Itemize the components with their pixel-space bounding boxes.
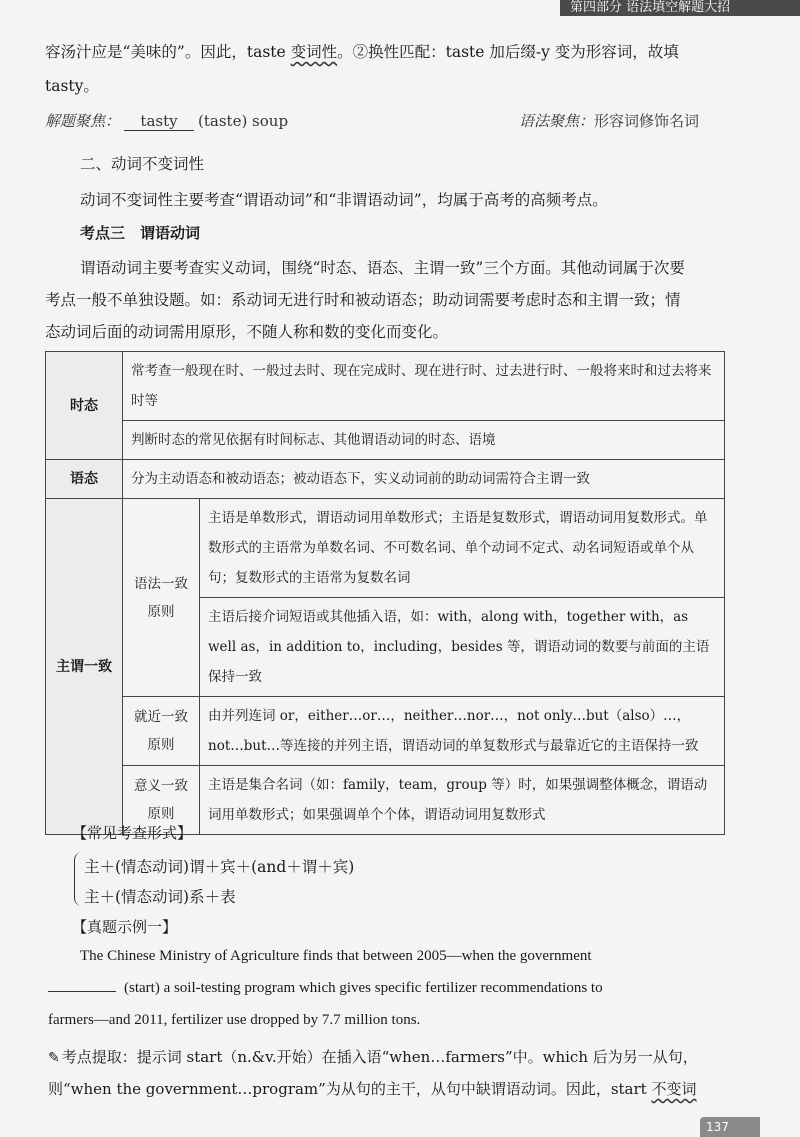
point-title: 考点三 谓语动词 bbox=[80, 224, 201, 242]
grammar-focus-label: 语法聚焦： bbox=[519, 112, 595, 130]
para-line-2: 考点一般不单独设题。如：系动词无进行时和被动语态；助动词需要考虑时态和主谓一致；情 bbox=[45, 291, 681, 309]
top-text-line-1 bbox=[45, 40, 679, 62]
analysis-text: 则“when the government…program”为从句的主干，从句中缺谓语动词。因此，start bbox=[48, 1080, 652, 1098]
emphasis-text: 变词性 bbox=[290, 43, 338, 61]
emphasis-text: 不变词 bbox=[651, 1080, 697, 1098]
focus-rest: (taste) soup bbox=[198, 112, 289, 130]
grammar-principle-label: 语法一致原则 bbox=[123, 499, 200, 697]
analysis-line-2 bbox=[48, 1078, 696, 1099]
example-heading: 【真题示例一】 bbox=[72, 918, 178, 936]
proximity-principle-label: 就近一致原则 bbox=[123, 697, 200, 766]
table-row bbox=[46, 697, 725, 766]
table-row bbox=[46, 460, 725, 499]
example-line-3: farmers—and 2011, fertilizer use dropped by 7.7 million tons. bbox=[48, 1012, 421, 1028]
grammar-focus-value: 形容词修饰名词 bbox=[594, 112, 700, 130]
agreement-label: 主谓一致 bbox=[46, 499, 123, 835]
tense-row-2: 判断时态的常见依据有时间标志、其他谓语动词的时态、语境 bbox=[123, 421, 725, 460]
formula-2: 主＋(情态动词)系＋表 bbox=[84, 888, 236, 906]
text-seg: 容汤汁应是“美味的”。因此，taste bbox=[45, 43, 291, 61]
grammar-principle-row-2: 主语后接介词短语或其他插入语，如：with，along with，together with，as well as，in addition to，including，besides 等，谓语动词的数要与前面的主语保持一致 bbox=[200, 598, 725, 697]
table-row bbox=[46, 352, 725, 421]
grammar-focus bbox=[519, 110, 699, 131]
section-heading: 二、动词不变词性 bbox=[80, 155, 205, 173]
grammar-principle-row-1: 主语是单数形式，谓语动词用单数形式；主语是复数形式，谓语动词用复数形式。单数形式的主语常为单数名词、不可数名词、单个动词不定式、动名词短语或单个从句；复数形式的主语常为复数名词 bbox=[200, 499, 725, 598]
example-line-1: The Chinese Ministry of Agriculture finds that between 2005—when the government bbox=[80, 948, 592, 964]
tense-label: 时态 bbox=[46, 352, 123, 460]
pen-icon: ✎ bbox=[48, 1050, 60, 1066]
tense-row-1: 常考查一般现在时、一般过去时、现在完成时、现在进行时、过去进行时、一般将来时和过去将来时等 bbox=[123, 352, 725, 421]
text-seg: 。②换性匹配：taste 加后缀-y 变为形容词，故填 bbox=[337, 43, 679, 61]
meaning-principle-text: 主语是集合名词（如：family，team，group 等）时，如果强调整体概念，谓语动词用单数形式；如果强调单个个体，谓语动词用复数形式 bbox=[200, 766, 725, 835]
table-row bbox=[46, 421, 725, 460]
common-forms-heading: 【常见考查形式】 bbox=[72, 824, 193, 842]
voice-label: 语态 bbox=[46, 460, 123, 499]
example-line-2-text: (start) a soil-testing program which gives specific fertilizer recommendations to bbox=[124, 980, 603, 996]
section-header-band: 第四部分 语法填空解题大招 bbox=[560, 0, 800, 16]
grammar-table bbox=[45, 351, 725, 835]
example-line-2 bbox=[48, 980, 603, 997]
section-intro: 动词不变词性主要考查“谓语动词”和“非谓语动词”，均属于高考的高频考点。 bbox=[80, 191, 608, 209]
focus-label: 解题聚焦： bbox=[45, 112, 121, 130]
answer-blank bbox=[48, 991, 116, 992]
para-line-3: 态动词后面的动词需用原形，不随人称和数的变化而变化。 bbox=[45, 323, 449, 341]
analysis-line-1 bbox=[48, 1046, 698, 1067]
answer-blank: tasty bbox=[124, 112, 194, 131]
meaning-principle-label: 意义一致原则 bbox=[123, 766, 200, 835]
focus-left bbox=[45, 110, 288, 131]
proximity-principle-text: 由并列连词 or，either…or…，neither…nor…，not only…but（also）…，not…but…等连接的并列主语，谓语动词的单复数形式与最靠近它的主语保持一致 bbox=[200, 697, 725, 766]
voice-text: 分为主动语态和被动语态；被动语态下，实义动词前的助动词需符合主谓一致 bbox=[123, 460, 725, 499]
para-line-1: 谓语动词主要考查实义动词，围绕“时态、语态、主谓一致”三个方面。其他动词属于次要 bbox=[80, 259, 685, 277]
page-number: 137 bbox=[700, 1117, 760, 1137]
formula-1: 主＋(情态动词)谓＋宾＋(and＋谓＋宾) bbox=[84, 858, 355, 876]
analysis-text: 考点提取：提示词 start（n.&v.开始）在插入语“when…farmers”中。which 后为另一从句， bbox=[61, 1048, 698, 1066]
top-text-line-2: tasty。 bbox=[45, 77, 99, 95]
table-row bbox=[46, 499, 725, 598]
